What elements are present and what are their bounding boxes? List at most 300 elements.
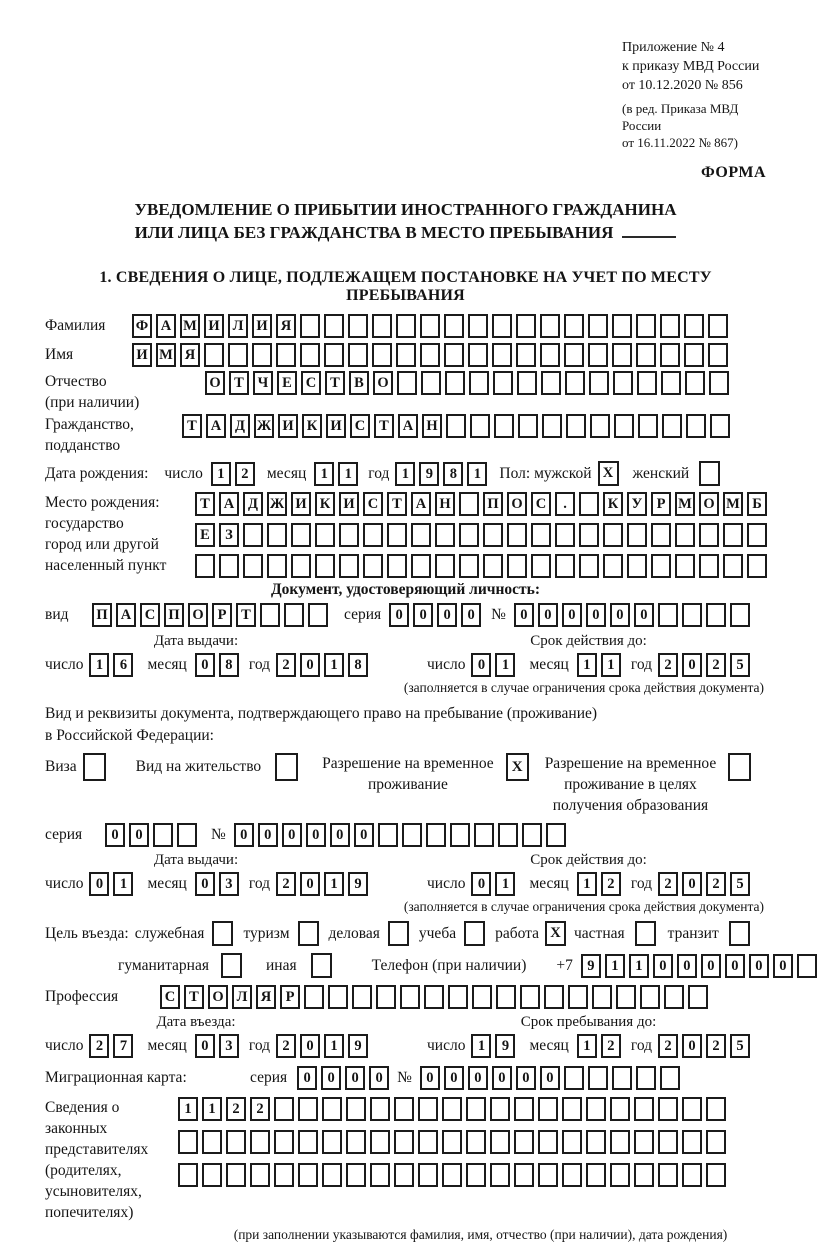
form-cell[interactable]: [459, 523, 479, 547]
form-cell[interactable]: 2: [706, 1034, 726, 1058]
form-cell[interactable]: С: [140, 603, 160, 627]
form-cell[interactable]: П: [164, 603, 184, 627]
form-cell[interactable]: [612, 343, 632, 367]
form-cell[interactable]: М: [675, 492, 695, 516]
form-cell[interactable]: [614, 414, 634, 438]
form-cell[interactable]: И: [339, 492, 359, 516]
form-cell[interactable]: [370, 1097, 390, 1121]
form-cell[interactable]: [490, 1163, 510, 1187]
form-cell[interactable]: [507, 554, 527, 578]
form-cell[interactable]: [400, 985, 420, 1009]
form-cell[interactable]: 0: [89, 872, 109, 896]
form-cell[interactable]: [387, 523, 407, 547]
form-cell[interactable]: А: [206, 414, 226, 438]
form-cell[interactable]: [635, 921, 656, 946]
form-cell[interactable]: 1: [467, 462, 487, 486]
form-cell[interactable]: [747, 554, 767, 578]
form-cell[interactable]: И: [278, 414, 298, 438]
form-cell[interactable]: [514, 1097, 534, 1121]
form-cell[interactable]: [459, 554, 479, 578]
form-cell[interactable]: [658, 1097, 678, 1121]
form-cell[interactable]: 0: [461, 603, 481, 627]
form-cell[interactable]: [747, 523, 767, 547]
form-cell[interactable]: 1: [89, 653, 109, 677]
form-cell[interactable]: Н: [422, 414, 442, 438]
form-cell[interactable]: Я: [180, 343, 200, 367]
form-cell[interactable]: [531, 523, 551, 547]
form-cell[interactable]: [378, 823, 398, 847]
form-cell[interactable]: [564, 1066, 584, 1090]
form-cell[interactable]: [376, 985, 396, 1009]
form-cell[interactable]: 0: [725, 954, 745, 978]
form-cell[interactable]: [370, 1130, 390, 1154]
form-cell[interactable]: [396, 343, 416, 367]
form-cell[interactable]: А: [156, 314, 176, 338]
form-cell[interactable]: [418, 1163, 438, 1187]
form-cell[interactable]: [469, 371, 489, 395]
form-cell[interactable]: [592, 985, 612, 1009]
form-cell[interactable]: [442, 1097, 462, 1121]
form-cell[interactable]: 2: [601, 1034, 621, 1058]
form-cell[interactable]: [315, 554, 335, 578]
form-cell[interactable]: [492, 314, 512, 338]
form-cell[interactable]: [685, 371, 705, 395]
form-cell[interactable]: 0: [653, 954, 673, 978]
form-cell[interactable]: [516, 314, 536, 338]
form-cell[interactable]: [660, 343, 680, 367]
form-cell[interactable]: [298, 1130, 318, 1154]
form-cell[interactable]: П: [92, 603, 112, 627]
form-cell[interactable]: [339, 523, 359, 547]
form-cell[interactable]: [634, 1163, 654, 1187]
form-cell[interactable]: [274, 1097, 294, 1121]
form-cell[interactable]: 0: [297, 1066, 317, 1090]
form-cell[interactable]: [83, 753, 106, 781]
form-cell[interactable]: [555, 523, 575, 547]
form-cell[interactable]: 2: [706, 653, 726, 677]
form-cell[interactable]: [492, 343, 512, 367]
form-cell[interactable]: 0: [471, 653, 491, 677]
form-cell[interactable]: [660, 314, 680, 338]
form-cell[interactable]: [660, 1066, 680, 1090]
form-cell[interactable]: [627, 554, 647, 578]
form-cell[interactable]: М: [156, 343, 176, 367]
form-cell[interactable]: [496, 985, 516, 1009]
form-cell[interactable]: [426, 823, 446, 847]
form-cell[interactable]: [466, 1163, 486, 1187]
form-cell[interactable]: И: [204, 314, 224, 338]
form-cell[interactable]: [250, 1130, 270, 1154]
form-cell[interactable]: [507, 523, 527, 547]
form-cell[interactable]: [204, 343, 224, 367]
form-cell[interactable]: [178, 1163, 198, 1187]
form-cell[interactable]: Н: [435, 492, 455, 516]
form-cell[interactable]: [322, 1130, 342, 1154]
form-cell[interactable]: [304, 985, 324, 1009]
form-cell[interactable]: 0: [701, 954, 721, 978]
form-cell[interactable]: 1: [577, 653, 597, 677]
form-cell[interactable]: [348, 314, 368, 338]
form-cell[interactable]: [308, 603, 328, 627]
form-cell[interactable]: 0: [195, 1034, 215, 1058]
form-cell[interactable]: [651, 523, 671, 547]
form-cell[interactable]: Л: [232, 985, 252, 1009]
form-cell[interactable]: 0: [471, 872, 491, 896]
form-cell[interactable]: [637, 371, 657, 395]
form-cell[interactable]: [219, 554, 239, 578]
form-cell[interactable]: [723, 523, 743, 547]
form-cell[interactable]: [728, 753, 751, 781]
form-cell[interactable]: [709, 371, 729, 395]
form-cell[interactable]: 9: [495, 1034, 515, 1058]
form-cell[interactable]: У: [627, 492, 647, 516]
form-cell[interactable]: [662, 414, 682, 438]
form-cell[interactable]: Е: [195, 523, 215, 547]
form-cell[interactable]: [565, 371, 585, 395]
form-cell[interactable]: О: [208, 985, 228, 1009]
form-cell[interactable]: 0: [389, 603, 409, 627]
form-cell[interactable]: Д: [230, 414, 250, 438]
form-cell[interactable]: [797, 954, 817, 978]
form-cell[interactable]: [564, 314, 584, 338]
form-cell[interactable]: [490, 1097, 510, 1121]
form-cell[interactable]: [555, 554, 575, 578]
form-cell[interactable]: [298, 1163, 318, 1187]
form-cell[interactable]: [442, 1163, 462, 1187]
form-cell[interactable]: [274, 1163, 294, 1187]
form-cell[interactable]: [322, 1097, 342, 1121]
form-cell[interactable]: [675, 554, 695, 578]
form-cell[interactable]: [664, 985, 684, 1009]
form-cell[interactable]: С: [363, 492, 383, 516]
form-cell[interactable]: [640, 985, 660, 1009]
form-cell[interactable]: 5: [730, 653, 750, 677]
form-cell[interactable]: 0: [413, 603, 433, 627]
form-cell[interactable]: [538, 1130, 558, 1154]
form-cell[interactable]: Л: [228, 314, 248, 338]
form-cell[interactable]: К: [302, 414, 322, 438]
form-cell[interactable]: 1: [113, 872, 133, 896]
form-cell[interactable]: 3: [219, 872, 239, 896]
form-cell[interactable]: 0: [345, 1066, 365, 1090]
form-cell[interactable]: [195, 554, 215, 578]
form-cell[interactable]: [483, 554, 503, 578]
form-cell[interactable]: [226, 1163, 246, 1187]
form-cell[interactable]: X: [506, 753, 529, 781]
form-cell[interactable]: [442, 1130, 462, 1154]
form-cell[interactable]: [658, 603, 678, 627]
form-cell[interactable]: [466, 1097, 486, 1121]
form-cell[interactable]: [153, 823, 173, 847]
form-cell[interactable]: [352, 985, 372, 1009]
form-cell[interactable]: [636, 314, 656, 338]
form-cell[interactable]: О: [507, 492, 527, 516]
form-cell[interactable]: [490, 1130, 510, 1154]
form-cell[interactable]: [520, 985, 540, 1009]
form-cell[interactable]: Ч: [253, 371, 273, 395]
form-cell[interactable]: 0: [682, 1034, 702, 1058]
form-cell[interactable]: И: [291, 492, 311, 516]
form-cell[interactable]: [202, 1163, 222, 1187]
form-cell[interactable]: 8: [443, 462, 463, 486]
form-cell[interactable]: [651, 554, 671, 578]
form-cell[interactable]: Ф: [132, 314, 152, 338]
form-cell[interactable]: [474, 823, 494, 847]
form-cell[interactable]: Т: [325, 371, 345, 395]
form-cell[interactable]: [636, 343, 656, 367]
form-cell[interactable]: [468, 343, 488, 367]
form-cell[interactable]: [346, 1130, 366, 1154]
form-cell[interactable]: [518, 414, 538, 438]
form-cell[interactable]: 0: [586, 603, 606, 627]
form-cell[interactable]: Д: [243, 492, 263, 516]
form-cell[interactable]: 1: [577, 872, 597, 896]
form-cell[interactable]: Я: [276, 314, 296, 338]
form-cell[interactable]: [612, 314, 632, 338]
form-cell[interactable]: Ж: [267, 492, 287, 516]
form-cell[interactable]: 0: [369, 1066, 389, 1090]
form-cell[interactable]: 8: [219, 653, 239, 677]
form-cell[interactable]: [450, 823, 470, 847]
form-cell[interactable]: А: [411, 492, 431, 516]
form-cell[interactable]: [387, 554, 407, 578]
form-cell[interactable]: [586, 1163, 606, 1187]
form-cell[interactable]: 0: [516, 1066, 536, 1090]
form-cell[interactable]: [579, 523, 599, 547]
form-cell[interactable]: О: [699, 492, 719, 516]
form-cell[interactable]: [388, 921, 409, 946]
form-cell[interactable]: [658, 1130, 678, 1154]
form-cell[interactable]: [710, 414, 730, 438]
form-cell[interactable]: Т: [229, 371, 249, 395]
form-cell[interactable]: [468, 314, 488, 338]
form-cell[interactable]: 0: [540, 1066, 560, 1090]
form-cell[interactable]: 0: [677, 954, 697, 978]
form-cell[interactable]: З: [219, 523, 239, 547]
form-cell[interactable]: [708, 343, 728, 367]
form-cell[interactable]: [514, 1130, 534, 1154]
form-cell[interactable]: 0: [562, 603, 582, 627]
form-cell[interactable]: 1: [314, 462, 334, 486]
form-cell[interactable]: [588, 314, 608, 338]
form-cell[interactable]: [546, 823, 566, 847]
form-cell[interactable]: 9: [348, 1034, 368, 1058]
form-cell[interactable]: 6: [113, 653, 133, 677]
form-cell[interactable]: Ж: [254, 414, 274, 438]
form-cell[interactable]: 2: [276, 653, 296, 677]
form-cell[interactable]: С: [160, 985, 180, 1009]
form-cell[interactable]: [684, 343, 704, 367]
form-cell[interactable]: [699, 554, 719, 578]
form-cell[interactable]: 7: [113, 1034, 133, 1058]
form-cell[interactable]: [276, 343, 296, 367]
form-cell[interactable]: [562, 1163, 582, 1187]
form-cell[interactable]: 0: [749, 954, 769, 978]
form-cell[interactable]: [420, 314, 440, 338]
form-cell[interactable]: [274, 1130, 294, 1154]
form-cell[interactable]: .: [555, 492, 575, 516]
form-cell[interactable]: 1: [324, 872, 344, 896]
form-cell[interactable]: [363, 554, 383, 578]
form-cell[interactable]: П: [483, 492, 503, 516]
form-cell[interactable]: [522, 823, 542, 847]
form-cell[interactable]: [424, 985, 444, 1009]
form-cell[interactable]: 1: [338, 462, 358, 486]
form-cell[interactable]: [682, 1163, 702, 1187]
form-cell[interactable]: 2: [658, 653, 678, 677]
form-cell[interactable]: [346, 1097, 366, 1121]
form-cell[interactable]: [396, 314, 416, 338]
form-cell[interactable]: [568, 985, 588, 1009]
form-cell[interactable]: 0: [420, 1066, 440, 1090]
form-cell[interactable]: 0: [538, 603, 558, 627]
form-cell[interactable]: [311, 953, 332, 978]
form-cell[interactable]: [531, 554, 551, 578]
form-cell[interactable]: [730, 603, 750, 627]
form-cell[interactable]: [612, 1066, 632, 1090]
form-cell[interactable]: 2: [276, 872, 296, 896]
form-cell[interactable]: [298, 1097, 318, 1121]
form-cell[interactable]: [541, 371, 561, 395]
form-cell[interactable]: С: [301, 371, 321, 395]
form-cell[interactable]: 0: [773, 954, 793, 978]
form-cell[interactable]: К: [315, 492, 335, 516]
form-cell[interactable]: [298, 921, 319, 946]
form-cell[interactable]: 0: [610, 603, 630, 627]
form-cell[interactable]: X: [545, 921, 566, 946]
form-cell[interactable]: 1: [601, 653, 621, 677]
form-cell[interactable]: [267, 554, 287, 578]
form-cell[interactable]: [252, 343, 272, 367]
form-cell[interactable]: 0: [468, 1066, 488, 1090]
form-cell[interactable]: В: [349, 371, 369, 395]
form-cell[interactable]: [444, 343, 464, 367]
form-cell[interactable]: 0: [300, 653, 320, 677]
form-cell[interactable]: 0: [634, 603, 654, 627]
form-cell[interactable]: К: [603, 492, 623, 516]
form-cell[interactable]: [729, 921, 750, 946]
form-cell[interactable]: 0: [330, 823, 350, 847]
form-cell[interactable]: [586, 1130, 606, 1154]
form-cell[interactable]: [291, 523, 311, 547]
form-cell[interactable]: [284, 603, 304, 627]
form-cell[interactable]: М: [180, 314, 200, 338]
form-cell[interactable]: [589, 371, 609, 395]
form-cell[interactable]: Т: [195, 492, 215, 516]
form-cell[interactable]: [322, 1163, 342, 1187]
form-cell[interactable]: [445, 371, 465, 395]
form-cell[interactable]: 1: [471, 1034, 491, 1058]
form-cell[interactable]: Т: [374, 414, 394, 438]
form-cell[interactable]: 9: [581, 954, 601, 978]
form-cell[interactable]: [586, 1097, 606, 1121]
form-cell[interactable]: 1: [629, 954, 649, 978]
form-cell[interactable]: [636, 1066, 656, 1090]
form-cell[interactable]: [610, 1130, 630, 1154]
form-cell[interactable]: Р: [280, 985, 300, 1009]
form-cell[interactable]: [684, 314, 704, 338]
form-cell[interactable]: 0: [234, 823, 254, 847]
form-cell[interactable]: [178, 1130, 198, 1154]
form-cell[interactable]: 1: [395, 462, 415, 486]
form-cell[interactable]: Т: [236, 603, 256, 627]
form-cell[interactable]: [538, 1097, 558, 1121]
form-cell[interactable]: [493, 371, 513, 395]
form-cell[interactable]: [613, 371, 633, 395]
form-cell[interactable]: 2: [226, 1097, 246, 1121]
form-cell[interactable]: [226, 1130, 246, 1154]
form-cell[interactable]: [397, 371, 417, 395]
form-cell[interactable]: 5: [730, 1034, 750, 1058]
form-cell[interactable]: [472, 985, 492, 1009]
form-cell[interactable]: [661, 371, 681, 395]
form-cell[interactable]: [348, 343, 368, 367]
form-cell[interactable]: [658, 1163, 678, 1187]
form-cell[interactable]: Р: [212, 603, 232, 627]
form-cell[interactable]: [634, 1097, 654, 1121]
form-cell[interactable]: X: [598, 461, 619, 486]
form-cell[interactable]: 1: [605, 954, 625, 978]
form-cell[interactable]: О: [188, 603, 208, 627]
form-cell[interactable]: [538, 1163, 558, 1187]
form-cell[interactable]: 0: [492, 1066, 512, 1090]
form-cell[interactable]: 1: [495, 653, 515, 677]
form-cell[interactable]: 2: [706, 872, 726, 896]
form-cell[interactable]: [177, 823, 197, 847]
form-cell[interactable]: [411, 523, 431, 547]
form-cell[interactable]: [372, 314, 392, 338]
form-cell[interactable]: 0: [514, 603, 534, 627]
form-cell[interactable]: [372, 343, 392, 367]
form-cell[interactable]: [328, 985, 348, 1009]
form-cell[interactable]: [275, 753, 298, 781]
form-cell[interactable]: [603, 523, 623, 547]
form-cell[interactable]: [699, 461, 720, 486]
form-cell[interactable]: [435, 554, 455, 578]
form-cell[interactable]: [260, 603, 280, 627]
form-cell[interactable]: Р: [651, 492, 671, 516]
form-cell[interactable]: 2: [276, 1034, 296, 1058]
form-cell[interactable]: [682, 603, 702, 627]
form-cell[interactable]: 1: [202, 1097, 222, 1121]
form-cell[interactable]: [363, 523, 383, 547]
form-cell[interactable]: [315, 523, 335, 547]
form-cell[interactable]: [464, 921, 485, 946]
form-cell[interactable]: И: [326, 414, 346, 438]
form-cell[interactable]: [516, 343, 536, 367]
form-cell[interactable]: 1: [211, 462, 231, 486]
form-cell[interactable]: 0: [282, 823, 302, 847]
form-cell[interactable]: [459, 492, 479, 516]
form-cell[interactable]: [470, 414, 490, 438]
form-cell[interactable]: [420, 343, 440, 367]
form-cell[interactable]: [394, 1097, 414, 1121]
form-cell[interactable]: С: [350, 414, 370, 438]
form-cell[interactable]: [706, 1163, 726, 1187]
form-cell[interactable]: 0: [129, 823, 149, 847]
form-cell[interactable]: [421, 371, 441, 395]
form-cell[interactable]: [610, 1163, 630, 1187]
form-cell[interactable]: 0: [682, 872, 702, 896]
form-cell[interactable]: 0: [258, 823, 278, 847]
form-cell[interactable]: 2: [235, 462, 255, 486]
form-cell[interactable]: [634, 1130, 654, 1154]
form-cell[interactable]: [498, 823, 518, 847]
form-cell[interactable]: [228, 343, 248, 367]
form-cell[interactable]: 9: [348, 872, 368, 896]
form-cell[interactable]: [627, 523, 647, 547]
form-cell[interactable]: [540, 314, 560, 338]
